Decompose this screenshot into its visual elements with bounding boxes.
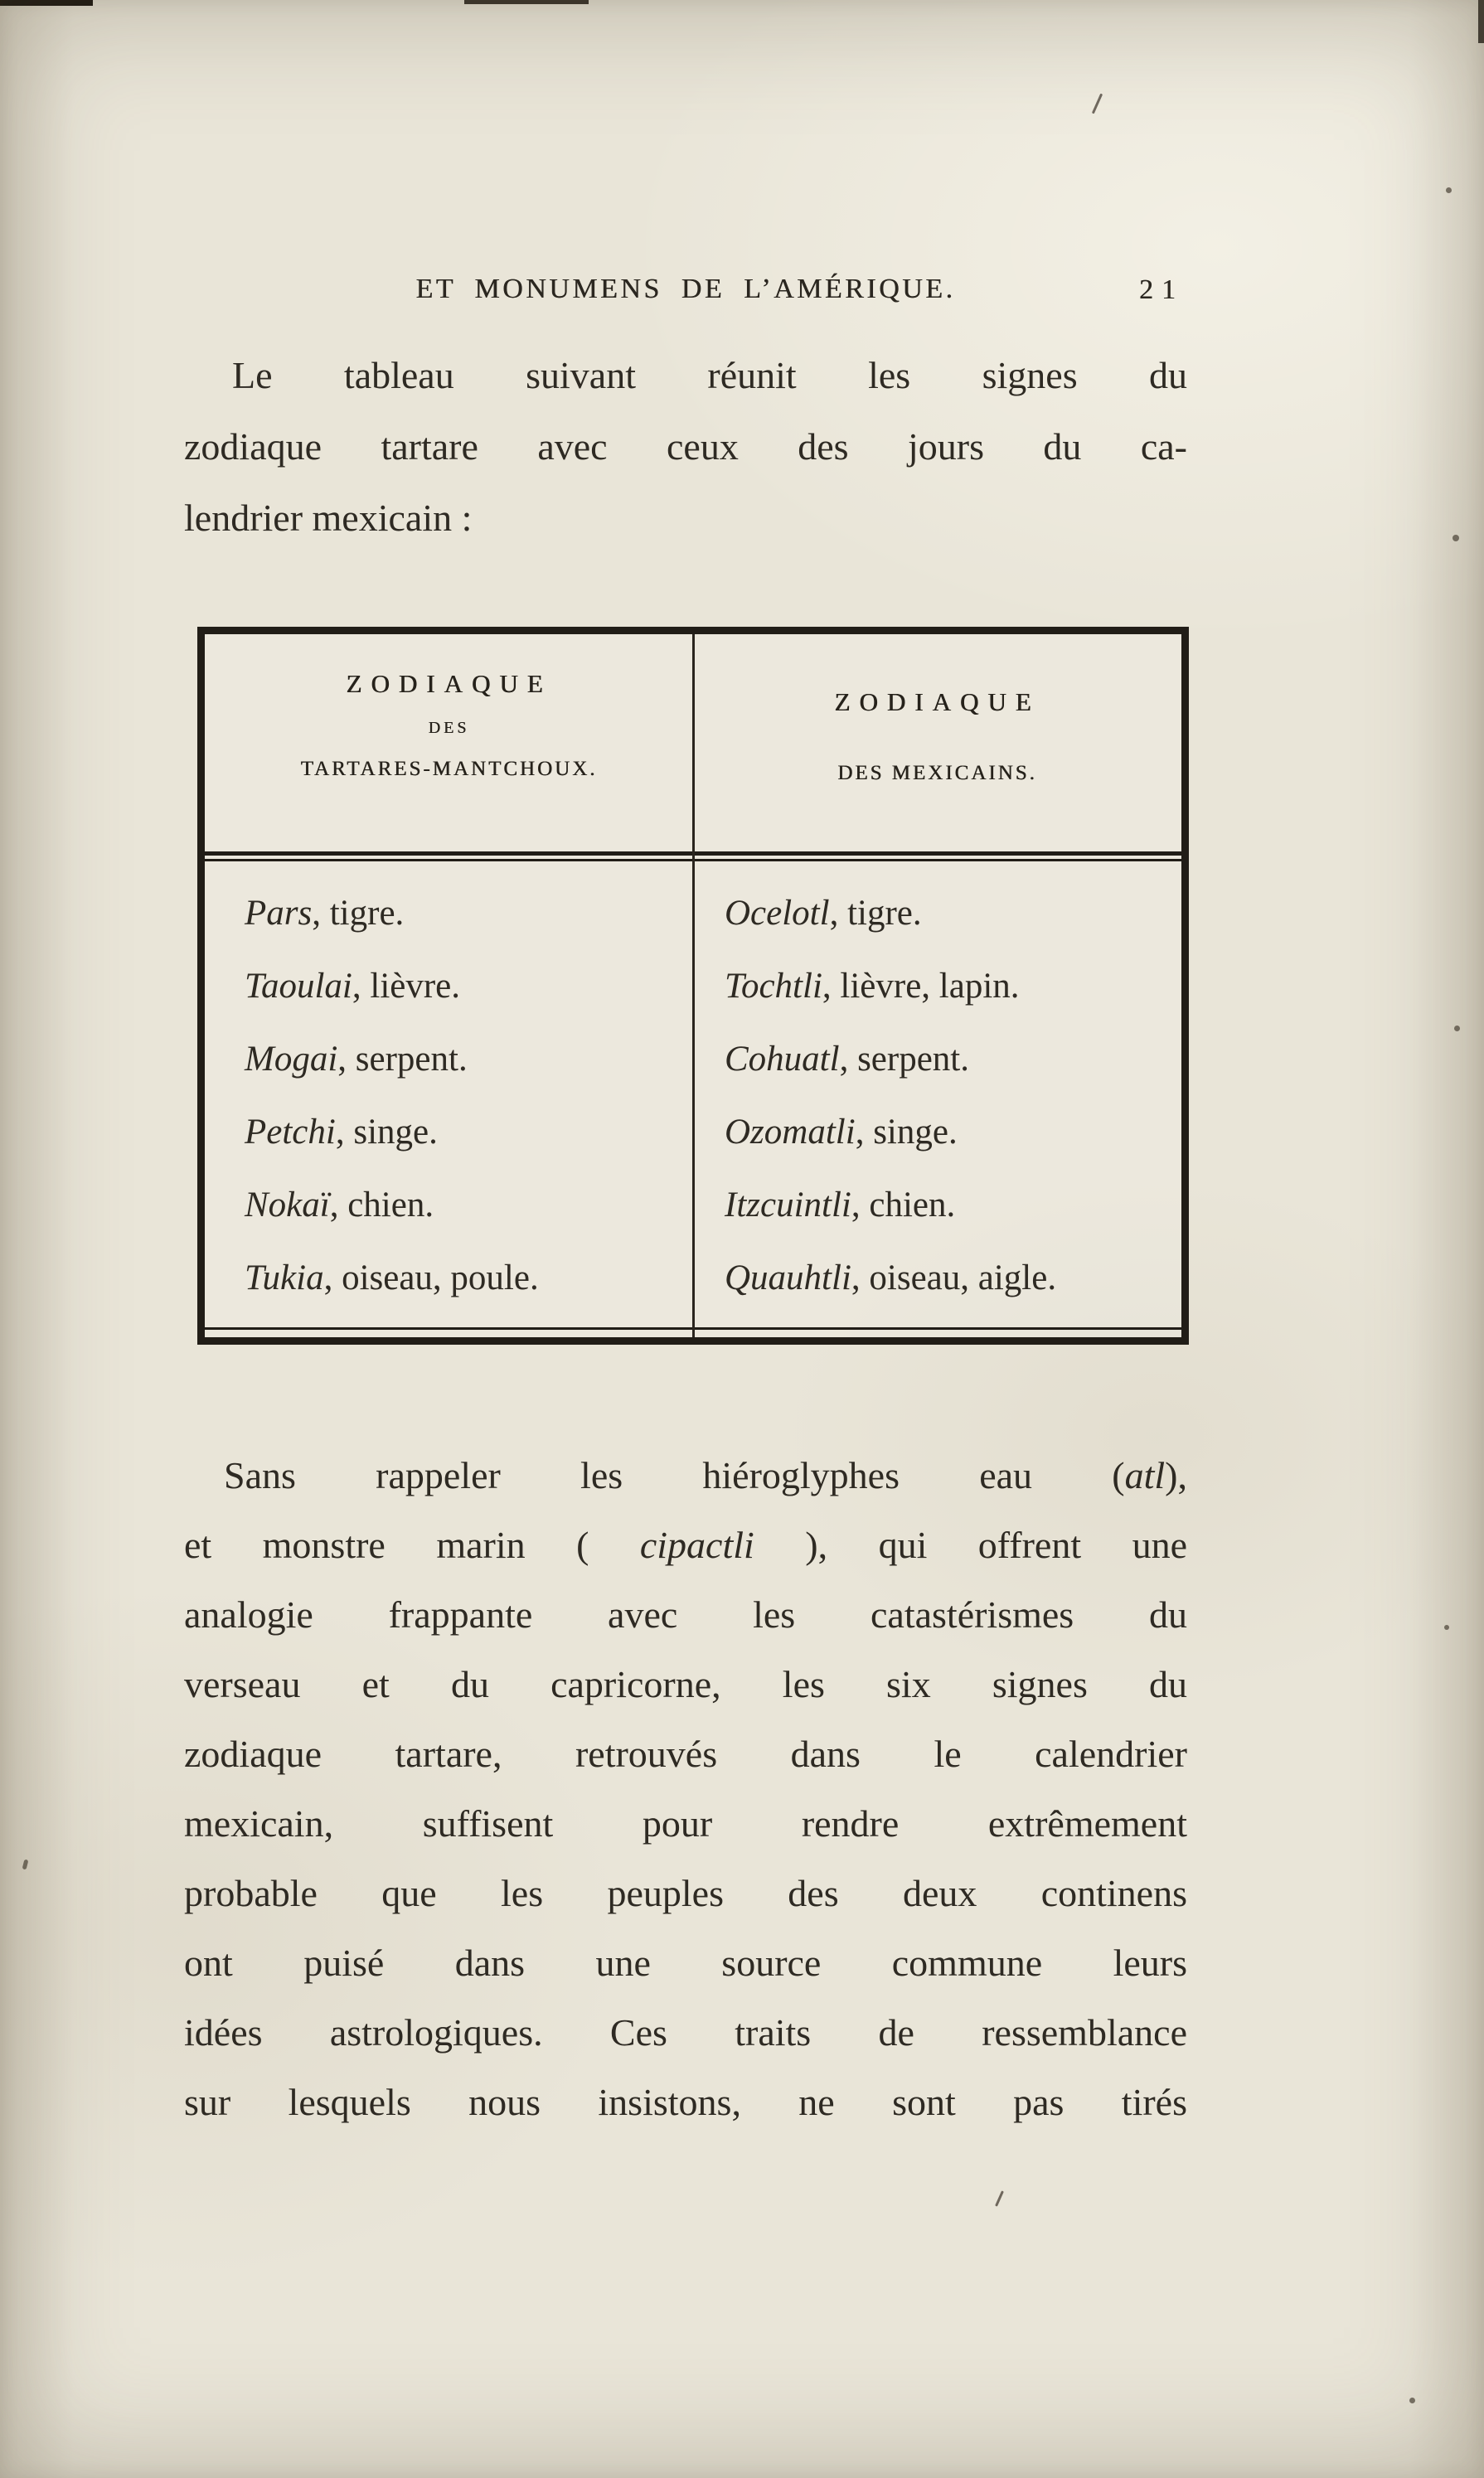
zodiac-name: Ocelotl: [725, 893, 830, 933]
zodiac-name: Tochtli: [725, 966, 822, 1006]
table-cell: [205, 1185, 693, 1225]
text-segment: et monstre marin (: [184, 1524, 640, 1566]
zodiac-meaning: , tigre.: [312, 893, 405, 933]
table-cell: [693, 1039, 1181, 1079]
table-cell: [693, 1185, 1181, 1225]
page-number: 21: [1139, 274, 1184, 305]
text-line: ont puisé dans une source commune leurs: [184, 1942, 1187, 1984]
header-title: ZODIAQUE: [834, 687, 1040, 716]
zodiac-meaning: , singe.: [855, 1112, 958, 1152]
table-cell: [693, 893, 1181, 933]
zodiac-table: [197, 627, 1189, 1345]
text-line: zodiaque tartare, retrouvés dans le calendrier: [184, 1733, 1187, 1775]
table-cell: [693, 1112, 1181, 1152]
zodiac-meaning: , chien.: [851, 1185, 956, 1224]
zodiac-meaning: , serpent.: [839, 1039, 969, 1079]
table-cell: [205, 1039, 693, 1079]
zodiac-meaning: , serpent.: [337, 1039, 468, 1079]
running-head: [184, 274, 1187, 312]
zodiac-meaning: , oiseau, poule.: [323, 1258, 539, 1297]
intro-paragraph: [184, 340, 1187, 554]
scan-speck: [995, 2190, 1004, 2206]
table-cell: [205, 893, 693, 933]
text-line: zodiaque tartare avec ceux des jours du ca-: [184, 425, 1187, 468]
text-line: sur lesquels nous insistons, ne sont pas tirés: [184, 2081, 1187, 2123]
page-content: [184, 274, 1187, 2137]
text-line: idées astrologiques. Ces traits de ressemblance: [184, 2011, 1187, 2054]
table-cell: [693, 966, 1181, 1006]
zodiac-name: Taoulai: [245, 966, 352, 1006]
table-cell: [205, 966, 693, 1006]
zodiac-name: Ozomatli: [725, 1112, 856, 1152]
body-paragraph: [184, 1441, 1187, 2137]
zodiac-name: Pars: [245, 893, 313, 933]
text-line: lendrier mexicain :: [184, 497, 473, 539]
zodiac-meaning: , singe.: [335, 1112, 438, 1152]
text-segment: ),: [1165, 1454, 1187, 1496]
zodiac-meaning: , lièvre.: [352, 966, 461, 1006]
zodiac-meaning: , oiseau, aigle.: [851, 1258, 1057, 1297]
table-cell: [205, 1112, 693, 1152]
table-header-tartares: [205, 634, 693, 851]
text-line: [184, 1511, 1187, 1580]
italic-term: cipactli: [639, 1524, 754, 1566]
zodiac-meaning: , tigre.: [829, 893, 922, 933]
zodiac-name: Mogai: [245, 1039, 338, 1079]
zodiac-name: Petchi: [245, 1112, 336, 1152]
table-cell: [693, 1258, 1181, 1298]
zodiac-name: Quauhtli: [725, 1258, 851, 1297]
table-column-divider: [692, 634, 695, 1337]
running-title: ET MONUMENS DE L’AMÉRIQUE.: [415, 274, 956, 304]
text-line: analogie frappante avec les catastérismes du: [184, 1593, 1187, 1636]
header-title: ZODIAQUE: [346, 669, 552, 698]
zodiac-name: Cohuatl: [725, 1039, 840, 1079]
text-line: verseau et du capricorne, les six signes du: [184, 1663, 1187, 1705]
text-line: mexicain, suffisent pour rendre extrêmement: [184, 1802, 1187, 1845]
text-line: Le tableau suivant réunit les signes du: [232, 354, 1187, 396]
zodiac-meaning: , chien.: [329, 1185, 434, 1224]
text-line: [184, 1441, 1187, 1511]
table-header-mexicains: [693, 634, 1181, 851]
text-segment: ), qui offrent une: [754, 1524, 1188, 1566]
header-sub: TARTARES-MANTCHOUX.: [300, 758, 598, 780]
zodiac-name: Itzcuintli: [725, 1185, 851, 1224]
scan-speck: [1409, 2398, 1415, 2403]
zodiac-name: Nokaï: [245, 1185, 330, 1224]
table-cell: [205, 1258, 693, 1298]
text-line: probable que les peuples des deux continens: [184, 1872, 1187, 1914]
italic-term: atl: [1124, 1454, 1166, 1496]
text-segment: Sans rappeler les hiéroglyphes eau (: [224, 1454, 1125, 1496]
zodiac-meaning: , lièvre, lapin.: [822, 966, 1020, 1006]
zodiac-name: Tukia: [245, 1258, 324, 1297]
header-sub: DES: [428, 719, 470, 737]
header-sub: DES MEXICAINS.: [837, 762, 1037, 784]
